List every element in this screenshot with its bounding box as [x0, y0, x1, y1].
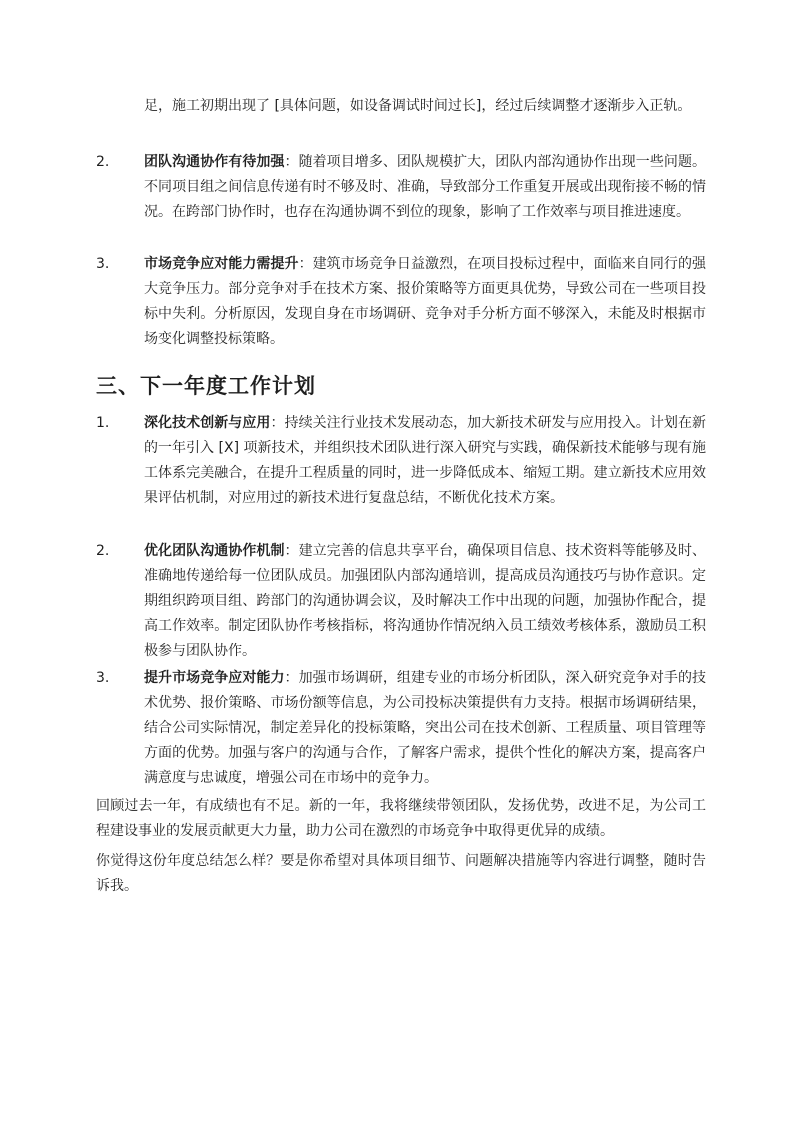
problem-item-3 [96, 252, 706, 352]
problem-item-3-body [144, 252, 706, 352]
plan-item-1 [96, 411, 706, 511]
plan-item-3-number: 3. [96, 670, 110, 686]
problem-item-2 [96, 150, 706, 225]
problem-item-2-title: 团队沟通协作有待加强 [144, 154, 285, 170]
plan-item-2-body [144, 539, 706, 664]
plan-item-1-body [144, 411, 706, 511]
problem-item-2-body [144, 150, 706, 225]
problem-item-3-text: ：建筑市场竞争日益激烈，在项目投标过程中，面临来自同行的强大竞争压力。部分竞争对手在技术方案、报价策略等方面更具优势，导致公司在一些项目投标中失利。分析原因，发现自身在市场调研、竞争对手分析方面不够深入，未能及时根据市场变化调整投标策略。 [144, 256, 707, 347]
plan-item-3-body [144, 666, 706, 791]
followup-paragraph: 你觉得这份年度总结怎么样？要是你希望对具体项目细节、问题解决措施等内容进行调整，随时告诉我。 [96, 853, 706, 894]
plan-item-2-title: 优化团队沟通协作机制 [144, 543, 285, 559]
section-heading-next-year-plan: 三、下一年度工作计划 [96, 374, 316, 398]
problem-item-2-text: ：随着项目增多、团队规模扩大，团队内部沟通协作出现一些问题。不同项目组之间信息传递有时不够及时、准确，导致部分工作重复开展或出现衔接不畅的情况。在跨部门协作时，也存在沟通协调不到位的现象，影响了工作效率与项目推进速度。 [144, 154, 707, 220]
problem-item-3-number: 3. [96, 256, 110, 272]
problem-item-3-title: 市场竞争应对能力需提升 [144, 256, 299, 272]
plan-item-2-number: 2. [96, 543, 110, 559]
plan-item-2-text: ：建立完善的信息共享平台，确保项目信息、技术资料等能够及时、准确地传递给每一位团队成员。加强团队内部沟通培训，提高成员沟通技巧与协作意识。定期组织跨项目组、跨部门的沟通协调会议，及时解决工作中出现的问题，加强协作配合，提高工作效率。制定团队协作考核指标，将沟通协作情况纳入员工绩效考核体系，激励员工积极参与团队协作。 [144, 543, 707, 659]
plan-item-2 [96, 539, 706, 664]
plan-item-1-text: ：持续关注行业技术发展动态，加大新技术研发与应用投入。计划在新的一年引入 [X] 项新技术，并组织技术团队进行深入研究与实践，确保新技术能够与现有施工体系完美融合，在提升工程质量的同时，进一步降低成本、缩短工期。建立新技术应用效果评估机制，对应用过的新技术进行复盘总结，不断优化技术方案。 [144, 415, 707, 506]
plan-item-1-title: 深化技术创新与应用 [144, 415, 271, 431]
closing-paragraph: 回顾过去一年，有成绩也有不足。新的一年，我将继续带领团队，发扬优势，改进不足，为公司工程建设事业的发展贡献更大力量，助力公司在激烈的市场竞争中取得更优异的成绩。 [96, 798, 706, 839]
problem-item-1-continuation-text: 足，施工初期出现了 [具体问题，如设备调试时间过长]，经过后续调整才逐渐步入正轨。 [144, 98, 692, 114]
problem-item-1-continuation [96, 94, 706, 119]
plan-item-3-text: ：加强市场调研，组建专业的市场分析团队，深入研究竞争对手的技术优势、报价策略、市场份额等信息，为公司投标决策提供有力支持。根据市场调研结果，结合公司实际情况，制定差异化的投标策略，突出公司在技术创新、工程质量、项目管理等方面的优势。加强与客户的沟通与合作，了解客户需求，提供个性化的解决方案，提高客户满意度与忠诚度，增强公司在市场中的竞争力。 [144, 670, 707, 786]
plan-item-3 [96, 666, 706, 791]
plan-item-3-title: 提升市场竞争应对能力 [144, 670, 285, 686]
plan-item-1-number: 1. [96, 415, 110, 431]
problem-item-2-number: 2. [96, 154, 110, 170]
